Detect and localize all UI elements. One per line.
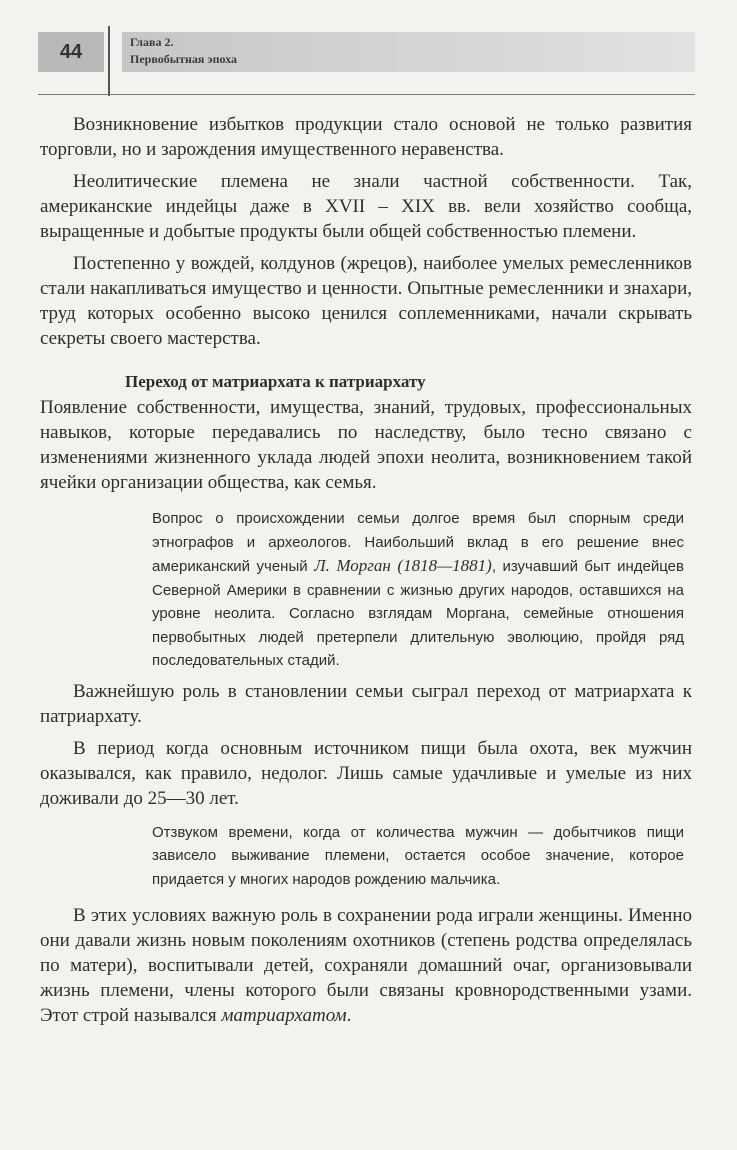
side-note: Отзвуком времени, когда от количества мужчин — добытчиков пищи зависело выживание племени, остается особое значение, которое придается у многих народов рождению мальчика. [152, 823, 684, 888]
side-note [152, 507, 684, 673]
note-text: Вопрос о происхождении семьи долгое время был спорным среди этнографов и археологов. Наибольший вклад в его решение внес американский ученый [152, 510, 684, 575]
page-body [40, 112, 692, 1035]
paragraph: В период когда основным источником пищи была охота, век мужчин оказывался, как правило, недолог. Лишь самые удачливые и умелые из них доживали до 25—30 лет. [40, 737, 692, 809]
header-rule [38, 94, 695, 95]
paragraph: Появление собственности, имущества, знаний, трудовых, профессиональных навыков, которые передавались по наследству, было тесно связано с изменениями жизненного уклада людей эпохи неолита, возникновением такой ячейки организации общества, как семья. [40, 397, 692, 493]
paragraph: Возникновение избытков продукции стало основой не только развития торговли, но и зарождения имущественного неравенства. [40, 114, 692, 160]
note-citation: Л. Морган (1818—1881) [314, 556, 492, 575]
page-header [38, 26, 695, 74]
page-number: 44 [38, 32, 104, 72]
paragraph: Важнейшую роль в становлении семьи сыграл переход от матриархата к патриархату. [40, 680, 692, 727]
chapter-label: Глава 2. [130, 35, 174, 49]
paragraph: Постепенно у вождей, колдунов (жрецов), наиболее умелых ремесленников стали накапливаться имущество и ценности. Опытные ремесленники и знахари, труд которых особенно высоко ценился соплеменниками, начали скрывать секреты своего мастерства. [40, 253, 692, 349]
emphasized-term: матриархатом [221, 1005, 347, 1026]
header-divider [108, 26, 110, 96]
chapter-title: Первобытная эпоха [130, 52, 238, 66]
paragraph-text: . [346, 1005, 352, 1026]
chapter-heading [122, 32, 695, 72]
note-text: , изучавший быт индейцев Северной Америки в сравнении с жизнью других народов, оставшихся на уровне неолита. Согласно взглядам Моргана, семейные отношения первобытных людей претерпели длительную эволюцию, пройдя ряд последовательных стадий. [152, 558, 684, 669]
paragraph-text: В этих условиях важную роль в сохранении рода играли женщины. Именно они давали жизнь новым поколениям охотников (степень родства определялась по матери), воспитывали детей, сохраняли домашний очаг, организовывали жизнь племени, члены которого были связаны кровнородственными узами. Этот строй назывался [40, 905, 692, 1026]
section-heading: Переход от матриархата к патриархату [125, 372, 426, 391]
paragraph: Неолитические племена не знали частной собственности. Так, американские индейцы даже в XVII – XIX вв. вели хозяйство сообща, выращенные и добытые продукты были общей собственностью племени. [40, 171, 692, 242]
paragraph [40, 903, 692, 1028]
